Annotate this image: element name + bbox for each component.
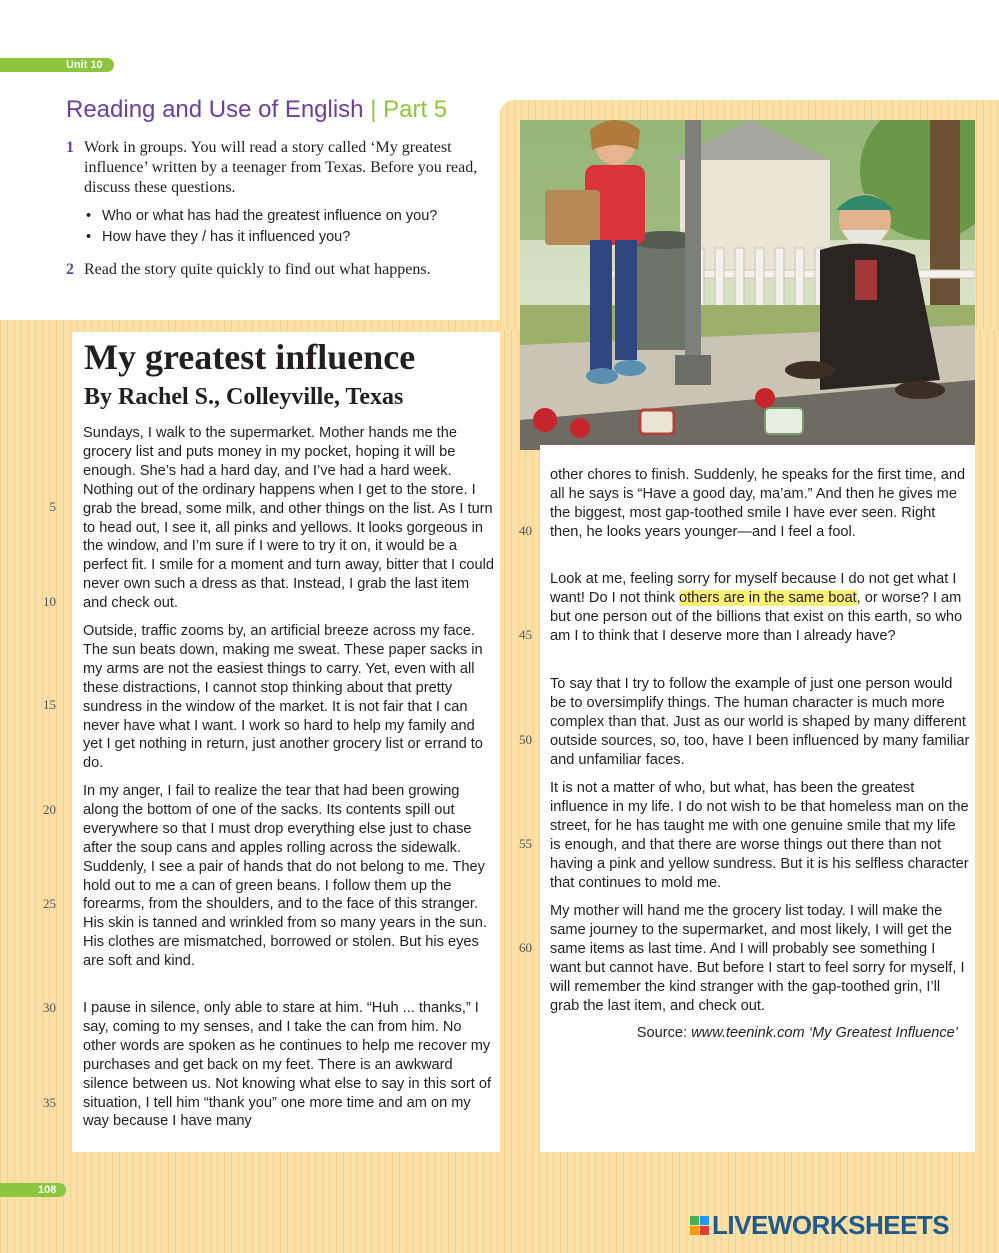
task-2-text: Read the story quite quickly to find out what happens.	[84, 261, 431, 278]
task-1-text: Work in groups. You will read a story called ‘My greatest influence’ written by a teenager from Texas. Before you read, discuss these questions.	[84, 139, 478, 196]
article-paragraph: Outside, traffic zooms by, an artificial breeze across my face. The sun beats down, making me sweat. These paper sacks in my arms are not the easiest things to carry. Yet, even with all these distractions, I cannot stop thinking about that pretty sundress in the window of the market. It is not fair that I can never have what I want. I work so hard to help my family and yet I get nothing in return, just another grocery list or errand to do.	[83, 623, 483, 772]
text-run: Look at me, feeling sorry for myself because I do not get what I want! Do I not think	[550, 571, 957, 606]
heading-part: Part 5	[383, 96, 448, 123]
line-number: 15	[43, 697, 56, 712]
task-2	[66, 260, 496, 280]
line-number: 5	[49, 499, 56, 514]
page-number: 108	[0, 1183, 66, 1197]
source-label: Source:	[636, 1025, 692, 1041]
line-number: 60	[519, 940, 532, 955]
article-title: My greatest influence	[84, 337, 416, 377]
heading-title: Reading and Use of English	[66, 96, 364, 123]
unit-tab: Unit 10	[0, 58, 114, 72]
article-paragraph: Sundays, I walk to the supermarket. Mother hands me the grocery list and puts money in my pocket, hoping it will be enough. She’s had a hard day, and I’ve had a hard week. Nothing out of the ordinary happens when I get to the store. I grab the bread, some milk, and other things on the list. As I turn to head out, I see it, all pinks and yellows. It looks gorgeous in the window, and I’m sure if I were to try it on, it would be a perfect fit. I smile for a moment and turn away, bitter that I could never own such a dress as that. Instead, I grab the last item and check out.	[83, 425, 494, 612]
story-illustration	[520, 120, 975, 450]
source-reference: www.teenink.com ‘My Greatest Influence’	[691, 1025, 958, 1041]
article-paragraph: I pause in silence, only able to stare at him. “Huh ... thanks,” I say, coming to my senses, and I take the can from him. No other words are spoken as he continues to help me recover my purchases and get back on my feet. There is an awkward silence between us. Not knowing what else to say in this sort of situation, I tell him “thank you” one more time and am on my way because I have many	[83, 1000, 492, 1130]
text-run: , or worse? I am but one person out of the billions that exist on this earth, so who am I to think that I deserve more than I already have?	[550, 589, 963, 644]
article-paragraph	[550, 570, 970, 646]
logo-wordmark: LIVEWORKSHEETS	[712, 1210, 950, 1240]
line-number: 10	[43, 594, 56, 609]
section-heading	[66, 96, 447, 124]
article-paragraph: In my anger, I fail to realize the tear that had been growing along the bottom of one of the sacks. Its contents spill out everywhere so that I must drop everything else just to chase after the soup cans and apples rolling across the sidewalk. Suddenly, I see a pair of hands that do not belong to me. They hold out to me a can of green beans. I follow them up the forearms, from the shoulders, and to the face of this stranger. His skin is tanned and wrinkled from so many years in the sun. His clothes are mismatched, borrowed or stolen. But his eyes are soft and kind.	[83, 783, 487, 970]
highlighted-phrase[interactable]: others are in the same boat	[678, 589, 857, 606]
question-item: • Who or what has had the greatest influence on you?	[84, 206, 437, 227]
line-number: 40	[519, 523, 532, 538]
article-source	[550, 1025, 958, 1041]
article-paragraph: other chores to finish. Suddenly, he speaks for the first time, and all he says is “Have a good day, ma’am.” And then he gives me the biggest, most gap-toothed smile I have ever seen. Right then, he looks years younger—and I feel a fool.	[550, 467, 966, 540]
line-number: 45	[519, 627, 532, 642]
task-1	[66, 138, 496, 198]
logo-icon	[690, 1216, 709, 1235]
line-number: 35	[43, 1095, 56, 1110]
liveworksheets-logo	[690, 1210, 949, 1241]
line-number: 25	[43, 896, 56, 911]
task-1-number: 1	[66, 139, 74, 156]
article-paragraph: To say that I try to follow the example of just one person would be to oversimplify things. The human character is much more complex than that. Just as our world is shaped by many different outside sources, so, too, have I been influenced by many familiar and unfamiliar faces.	[550, 676, 970, 768]
article-byline: By Rachel S., Colleyville, Texas	[84, 384, 404, 410]
discussion-questions	[84, 206, 437, 248]
line-number: 20	[43, 802, 56, 817]
line-number: 30	[43, 1000, 56, 1015]
article-paragraph: It is not a matter of who, but what, has been the greatest influence in my life. I do not wish to be that homeless man on the street, for he has taught me with one genuine smile that my life is enough, and that there are worse things out there than not having a pink and yellow sundress. But it is his selfless character that continues to mold me.	[550, 780, 969, 891]
article-paragraph: My mother will hand me the grocery list today. I will make the same journey to the supermarket, and most likely, I will get the same items as last time. And I will probably see something I want but cannot have. But before I start to feel sorry for myself, I will remember the kind stranger with the gap-toothed grin, I’ll grab the last item, and check out.	[550, 903, 965, 1014]
heading-separator: |	[370, 96, 377, 123]
line-number: 55	[519, 836, 532, 851]
question-item: • How have they / has it influenced you?	[84, 227, 437, 248]
task-2-number: 2	[66, 261, 74, 278]
line-number: 50	[519, 732, 532, 747]
